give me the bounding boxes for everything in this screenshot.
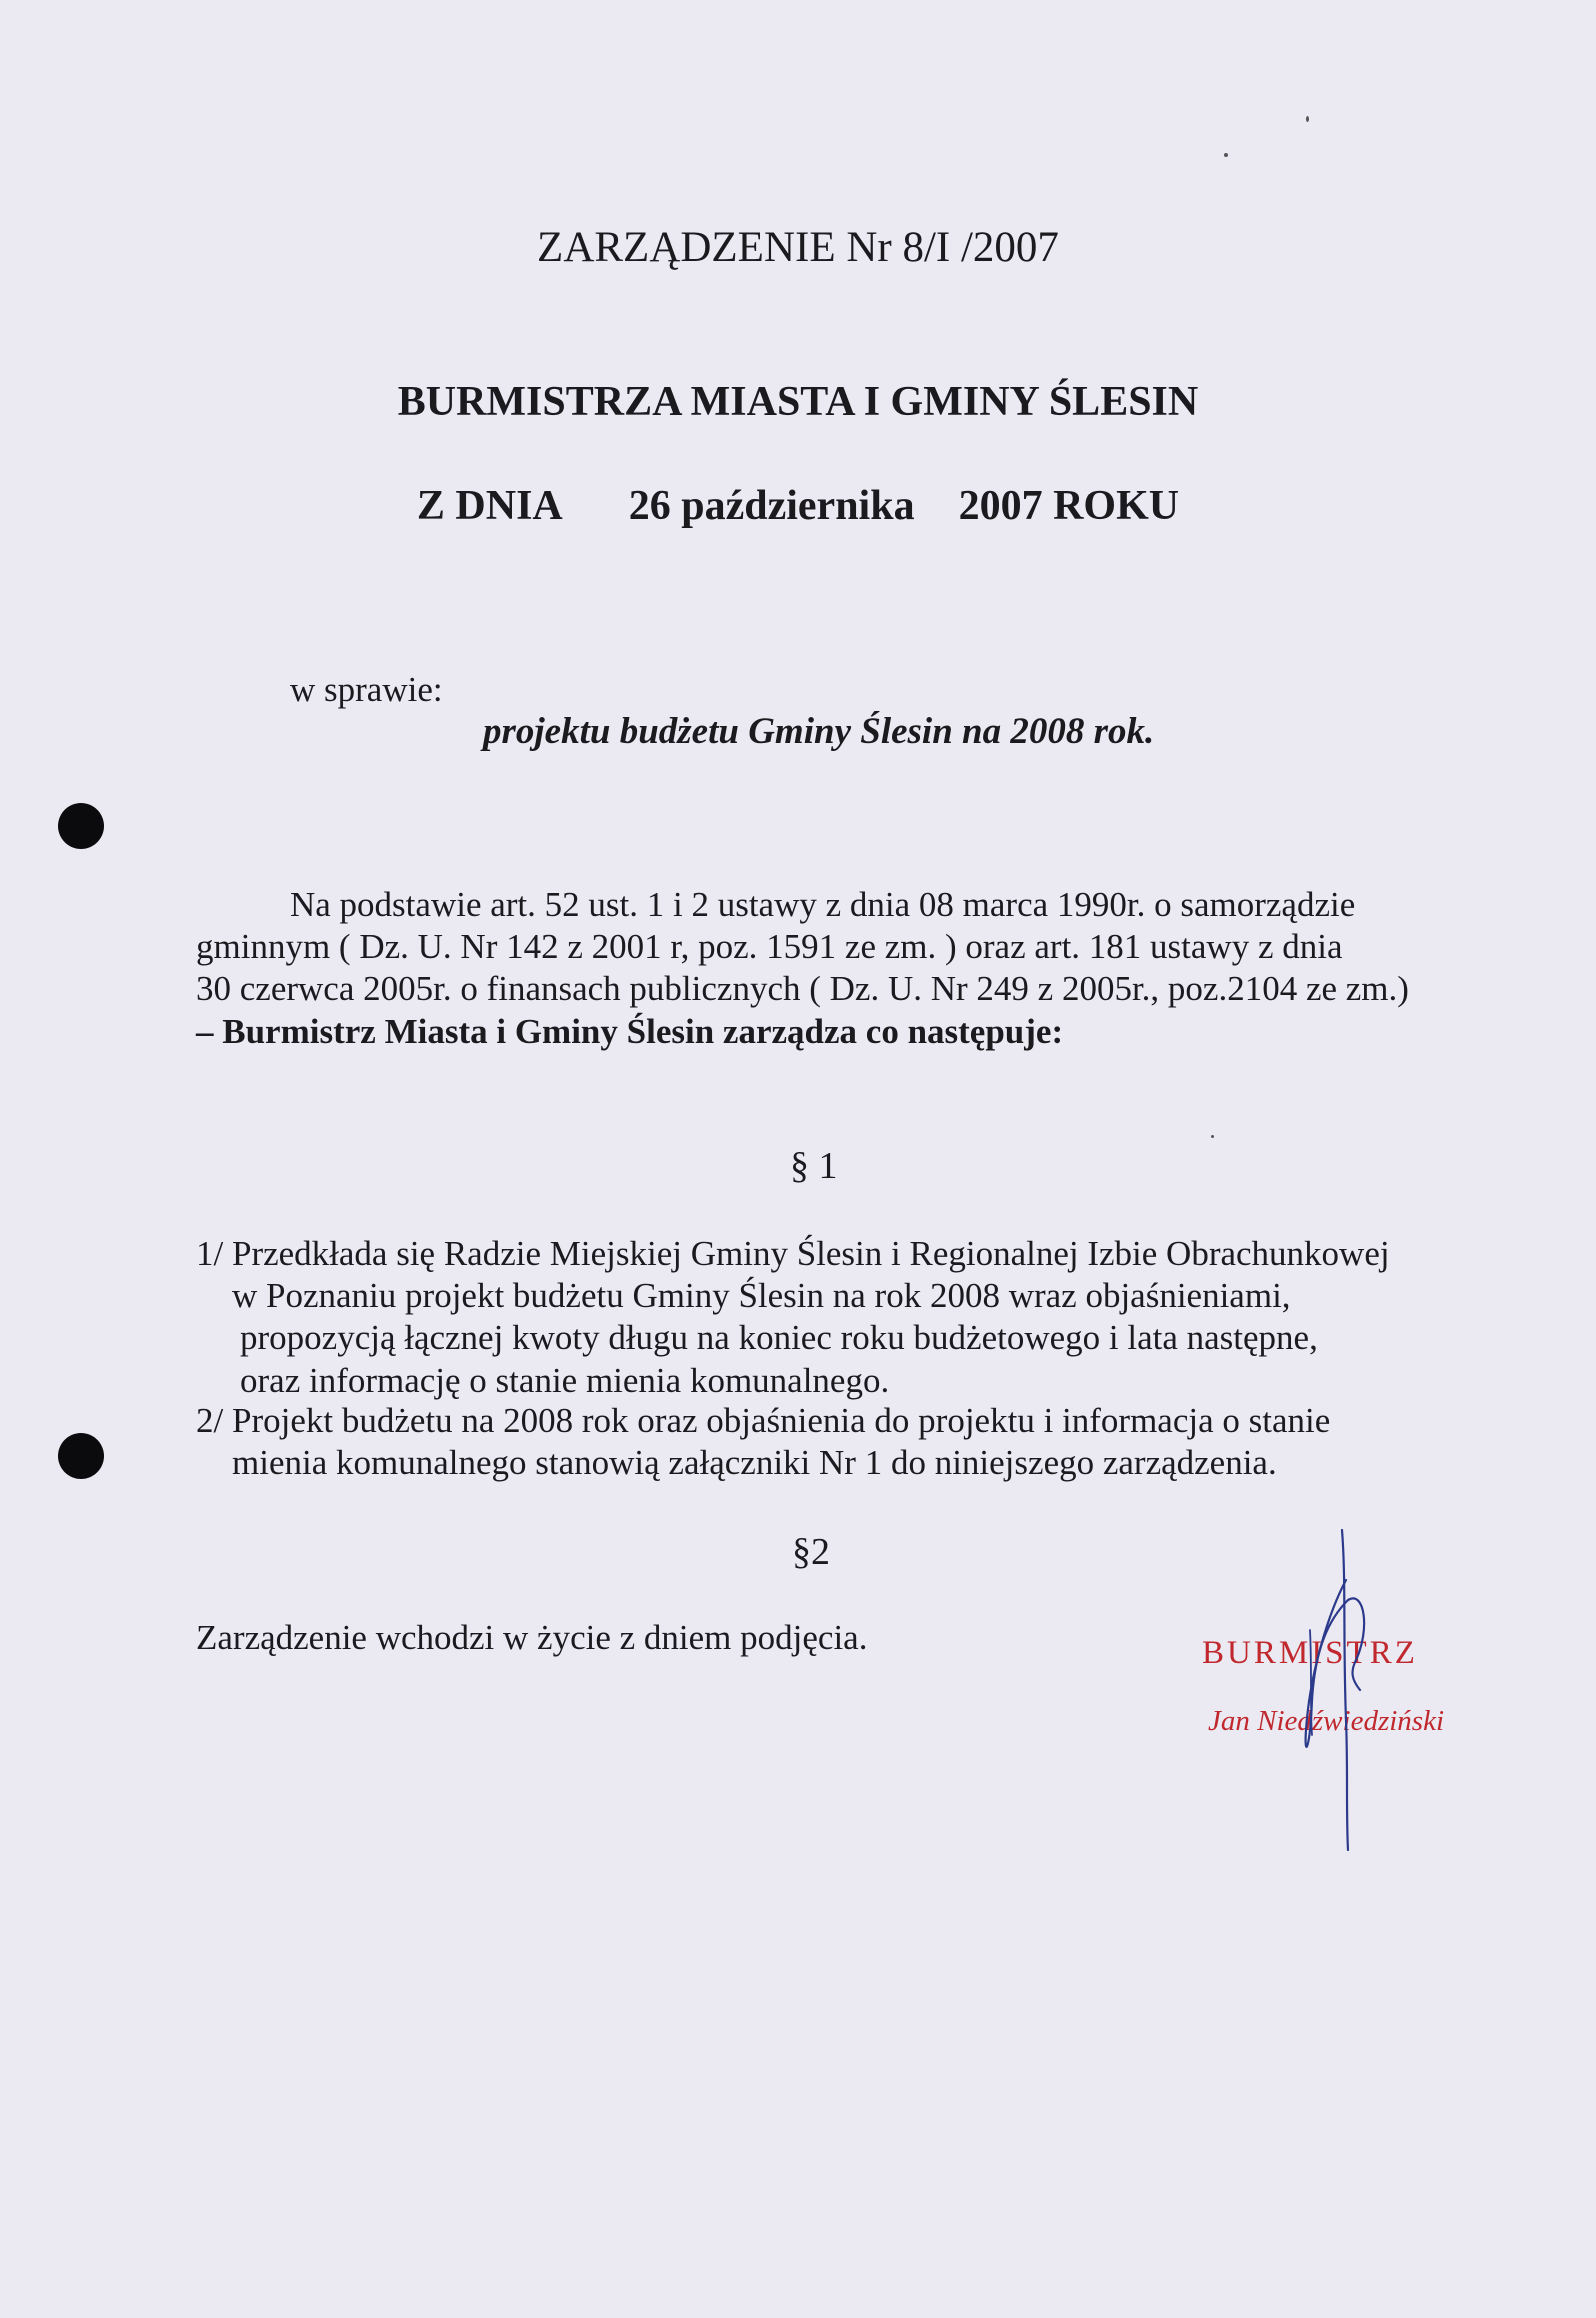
document-date: [0, 482, 1596, 530]
scan-speck: [1306, 116, 1309, 122]
subject-label-text: w sprawie:: [290, 670, 443, 709]
section-1-line: [240, 1318, 1318, 1358]
document-title: [0, 223, 1596, 272]
section-1-text: oraz informację o stanie mienia komunalnego.: [240, 1361, 890, 1400]
decree-line-text: – Burmistrz Miasta i Gminy Ślesin zarządza co następuje:: [196, 1012, 1064, 1051]
punch-hole-top: [58, 803, 104, 849]
date-year: 2007 ROKU: [958, 483, 1180, 529]
section-1-line: [232, 1443, 1277, 1483]
section-2-text: [196, 1618, 867, 1658]
stamp-title: BURMISTRZ: [1202, 1635, 1418, 1671]
document-title-text: ZARZĄDZENIE Nr 8/I /2007: [537, 224, 1059, 271]
issuing-authority: [0, 378, 1596, 426]
section-1-line: [240, 1361, 889, 1401]
punch-hole-bottom: [58, 1433, 104, 1479]
section-1-line: [196, 1234, 1390, 1274]
legal-basis-line-2: [196, 927, 1343, 967]
handwritten-signature: [1160, 1520, 1500, 1860]
section-2-mark-text: §2: [792, 1531, 830, 1573]
date-day-month: 26 października: [628, 483, 915, 529]
date-prefix: Z DNIA: [416, 483, 563, 529]
subject-text: projektu budżetu Gminy Ślesin na 2008 rok.: [483, 711, 1155, 752]
section-1-mark: [790, 1144, 838, 1188]
legal-basis-line-3: [196, 969, 1409, 1009]
section-1-line: [232, 1276, 1291, 1316]
section-1-text: 2/ Projekt budżetu na 2008 rok oraz objaśnienia do projektu i informacja o stanie: [196, 1401, 1331, 1440]
legal-basis-text: 30 czerwca 2005r. o finansach publicznych ( Dz. U. Nr 249 z 2005r., poz.2104 ze zm.): [196, 969, 1409, 1008]
section-1-text: mienia komunalnego stanowią załączniki Nr 1 do niniejszego zarządzenia.: [232, 1443, 1277, 1482]
decree-line: [196, 1012, 1063, 1052]
scan-speck: [1224, 153, 1228, 157]
scan-speck: [1211, 1135, 1214, 1138]
section-1-line: [196, 1401, 1330, 1441]
section-1-text: propozycją łącznej kwoty długu na koniec roku budżetowego i lata następne,: [240, 1318, 1318, 1357]
section-1-mark-text: § 1: [790, 1145, 838, 1187]
subject: [483, 710, 1154, 753]
section-2-mark: [792, 1530, 830, 1574]
issuing-authority-text: BURMISTRZA MIASTA I GMINY ŚLESIN: [397, 379, 1199, 425]
legal-basis-text: gminnym ( Dz. U. Nr 142 z 2001 r, poz. 1591 ze zm. ) oraz art. 181 ustawy z dnia: [196, 927, 1343, 966]
section-2-body: Zarządzenie wchodzi w życie z dniem podjęcia.: [196, 1618, 868, 1657]
stamp-name: Jan Niedźwiedziński: [1208, 1705, 1445, 1737]
legal-basis-text: Na podstawie art. 52 ust. 1 i 2 ustawy z dnia 08 marca 1990r. o samorządzie: [290, 885, 1356, 924]
section-1-text: 1/ Przedkłada się Radzie Miejskiej Gminy Ślesin i Regionalnej Izbie Obrachunkowej: [196, 1234, 1390, 1273]
section-1-text: w Poznaniu projekt budżetu Gminy Ślesin na rok 2008 wraz objaśnieniami,: [232, 1276, 1291, 1315]
subject-label: [290, 670, 443, 710]
legal-basis-line-1: [290, 885, 1355, 925]
mayor-stamp: [1160, 1520, 1500, 1860]
